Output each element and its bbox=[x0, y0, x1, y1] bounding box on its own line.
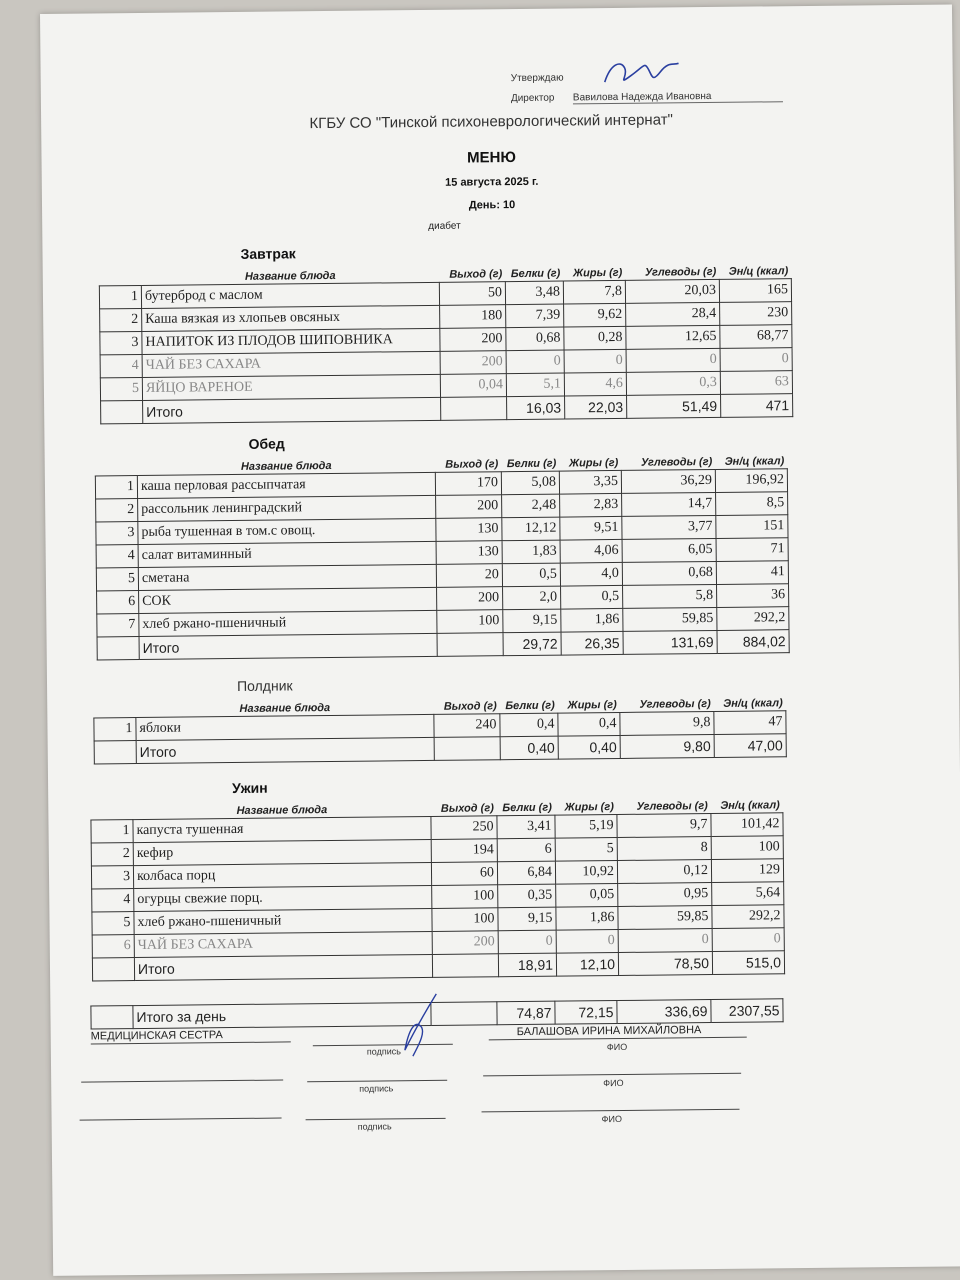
snack-table bbox=[93, 696, 787, 764]
day-total-row: Итого за день 74,87 72,15 336,69 2307,55 bbox=[91, 999, 783, 1029]
menu-day: День: 10 bbox=[468, 199, 516, 212]
column-header-name: Название блюда bbox=[236, 804, 328, 817]
column-header-energy: Эн/ц (ккал) bbox=[723, 697, 783, 710]
column-header-yield: Выход (г) bbox=[443, 700, 497, 713]
column-header-fat: Жиры (г) bbox=[572, 266, 623, 280]
table-row: 7 хлеб ржано-пшеничный 100 9,15 1,86 59,85 292,2 bbox=[97, 607, 789, 637]
total-row: Итого 29,72 26,35 131,69 884,02 bbox=[97, 630, 789, 660]
approve-label: Утверждаю bbox=[510, 72, 564, 85]
table-row: 1 каша перловая рассыпчатая 170 5,08 3,35 36,29 196,92 bbox=[95, 469, 787, 499]
table-row: 3 колбаса порц 60 6,84 10,92 0,12 129 bbox=[91, 859, 783, 889]
fio-line bbox=[483, 1073, 741, 1077]
column-header-carbs: Углеводы (г) bbox=[636, 800, 708, 813]
table-row: 4 салат витаминный 130 1,83 4,06 6,05 71 bbox=[96, 538, 788, 568]
section-title-breakfast: Завтрак bbox=[240, 245, 296, 262]
lunch-table bbox=[95, 454, 790, 660]
column-header-fat: Жиры (г) bbox=[567, 698, 617, 712]
organization-title: КГБУ СО "Тинской психоневрологический интернат" bbox=[309, 111, 673, 133]
table-row: 2 Каша вязкая из хлопьев овсяных 180 7,39 9,62 28,4 230 bbox=[100, 302, 792, 332]
table-row: 1 капуста тушенная 250 3,41 5,19 9,7 101,42 bbox=[91, 813, 783, 843]
column-header-carbs: Углеводы (г) bbox=[640, 455, 713, 469]
director-name: Вавилова Надежда Ивановна bbox=[573, 90, 783, 104]
table-row: 1 яблоки 240 0,4 0,4 9,8 47 bbox=[94, 711, 786, 741]
fio-label: ФИО bbox=[601, 1113, 622, 1125]
section-title-lunch: Обед bbox=[248, 435, 285, 452]
table-row: 5 сметана 20 0,5 4,0 0,68 41 bbox=[96, 561, 788, 591]
signature-line bbox=[307, 1080, 447, 1082]
total-row: Итого 18,91 12,10 78,50 515,0 bbox=[92, 951, 784, 981]
dinner-table bbox=[90, 798, 785, 981]
day-total-label: Итого за день bbox=[133, 1002, 431, 1028]
column-header-yield: Выход (г) bbox=[445, 458, 499, 471]
total-row: Итого 16,03 22,03 51,49 471 bbox=[101, 394, 793, 424]
fio-label: ФИО bbox=[603, 1077, 624, 1089]
breakfast-table bbox=[99, 264, 794, 424]
column-header-yield: Выход (г) bbox=[440, 802, 494, 815]
column-header-energy: Эн/ц (ккал) bbox=[724, 455, 785, 468]
role-line bbox=[80, 1118, 282, 1121]
total-row: Итого 0,40 0,40 9,80 47,00 bbox=[94, 734, 786, 764]
signature-label: подпись bbox=[359, 1083, 394, 1094]
table-row: 2 рассольник ленинградский 200 2,48 2,83 14,7 8,5 bbox=[96, 492, 788, 522]
table-row: 3 рыба тушенная в том.с овощ. 130 12,12 9,51 3,77 151 bbox=[96, 515, 788, 545]
column-header-protein: Белки (г) bbox=[506, 457, 557, 471]
column-header-carbs: Углеводы (г) bbox=[639, 698, 711, 711]
menu-title: МЕНЮ bbox=[467, 149, 517, 167]
column-header-name: Название блюда bbox=[239, 702, 331, 715]
role-line bbox=[81, 1080, 283, 1083]
table-row: 5 ЯЙЦО ВАРЕНОЕ 0,04 5,1 4,6 0,3 63 bbox=[100, 371, 792, 401]
column-header-name: Название блюда bbox=[240, 459, 332, 473]
column-header-fat: Жиры (г) bbox=[568, 456, 619, 470]
column-header-protein: Белки (г) bbox=[510, 267, 561, 281]
table-row: 6 СОК 200 2,0 0,5 5,8 36 bbox=[97, 584, 789, 614]
table-row: 1 бутерброд с маслом 50 3,48 7,8 20,03 165 bbox=[99, 279, 791, 309]
table-row: 2 кефир 194 6 5 8 100 bbox=[91, 836, 783, 866]
signature-line bbox=[306, 1118, 446, 1120]
table-row: 4 огурцы свежие порц. 100 0,35 0,05 0,95 5,64 bbox=[92, 882, 784, 912]
fio-label: ФИО bbox=[606, 1041, 628, 1053]
signature-label: подпись bbox=[366, 1046, 401, 1057]
table-row: 3 НАПИТОК ИЗ ПЛОДОВ ШИПОВНИКА 200 0,68 0,28 12,65 68,77 bbox=[100, 325, 792, 355]
column-header-name: Название блюда bbox=[244, 269, 336, 283]
fio-line bbox=[482, 1109, 740, 1113]
table-row: 6 ЧАЙ БЕЗ САХАРА 200 0 0 0 0 bbox=[92, 928, 784, 958]
nurse-name: БАЛАШОВА ИРИНА МИХАЙЛОВНА bbox=[516, 1024, 702, 1039]
table-row: 4 ЧАЙ БЕЗ САХАРА 200 0 0 0 0 bbox=[100, 348, 792, 378]
director-signature bbox=[600, 55, 680, 90]
section-title-dinner: Ужин bbox=[232, 779, 268, 797]
signature-label: подпись bbox=[357, 1121, 392, 1132]
diet-label: диабет bbox=[428, 220, 461, 232]
column-header-fat: Жиры (г) bbox=[564, 801, 614, 814]
section-title-snack: Полдник bbox=[236, 677, 293, 694]
director-label: Директор bbox=[510, 92, 555, 105]
column-header-yield: Выход (г) bbox=[449, 268, 503, 281]
column-header-energy: Эн/ц (ккал) bbox=[720, 799, 780, 812]
column-header-energy: Эн/ц (ккал) bbox=[728, 265, 789, 278]
table-row: 5 хлеб ржано-пшеничный 100 9,15 1,86 59,85 292,2 bbox=[92, 905, 784, 935]
menu-document bbox=[40, 4, 960, 1275]
column-header-protein: Белки (г) bbox=[502, 801, 552, 815]
nurse-signature bbox=[390, 990, 441, 1061]
nurse-role: МЕДИЦИНСКАЯ СЕСТРА bbox=[90, 1029, 223, 1043]
column-header-carbs: Углеводы (г) bbox=[644, 265, 717, 279]
column-header-protein: Белки (г) bbox=[505, 699, 555, 713]
menu-date: 15 августа 2025 г. bbox=[445, 175, 539, 189]
